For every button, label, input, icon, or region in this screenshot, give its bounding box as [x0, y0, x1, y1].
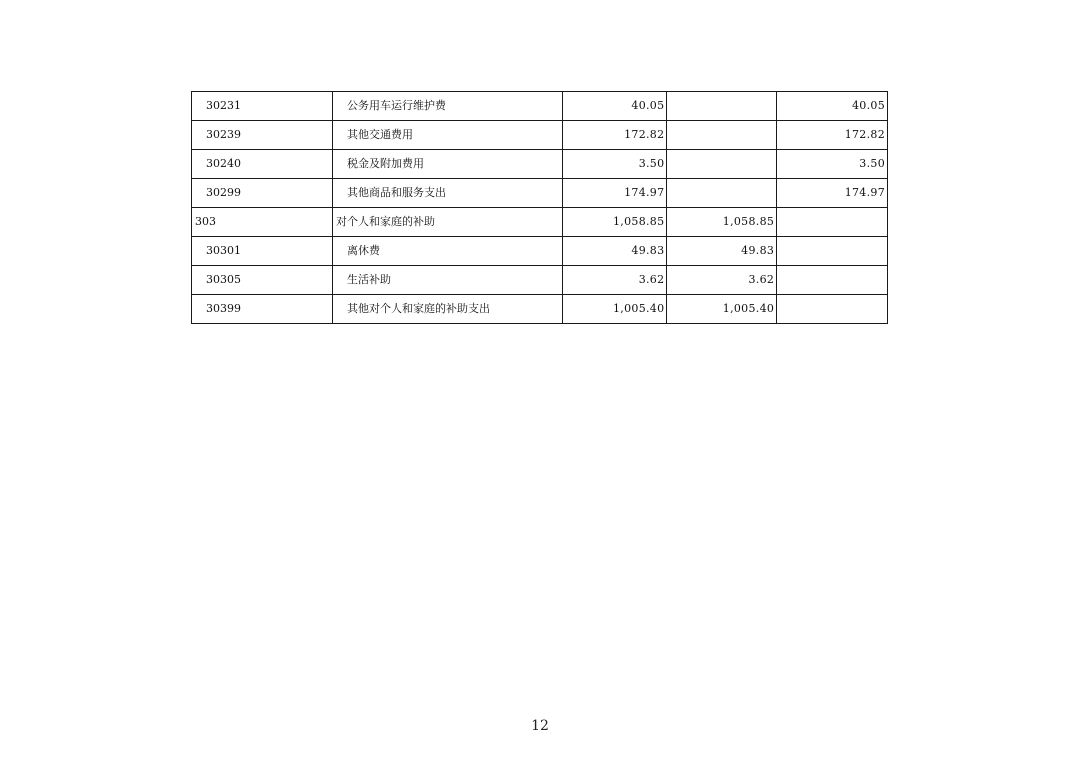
basic-expenditure-cell: 1,005.40 — [667, 295, 777, 324]
item-name-cell: 税金及附加费用 — [333, 150, 563, 179]
economic-code-cell: 303 — [192, 208, 333, 237]
item-name-cell: 生活补助 — [333, 266, 563, 295]
page-number: 12 — [531, 718, 549, 734]
project-expenditure-cell — [777, 266, 888, 295]
economic-code-cell: 30305 — [192, 266, 333, 295]
project-expenditure-cell — [777, 295, 888, 324]
economic-code-cell: 30240 — [192, 150, 333, 179]
expenditure-table — [191, 91, 888, 324]
item-name-cell: 其他交通费用 — [333, 121, 563, 150]
basic-expenditure-cell: 3.62 — [667, 266, 777, 295]
total-amount-cell: 1,058.85 — [562, 208, 667, 237]
total-amount-cell: 174.97 — [562, 179, 667, 208]
table-row — [192, 150, 888, 179]
table-row — [192, 295, 888, 324]
total-amount-cell: 172.82 — [562, 121, 667, 150]
table-row — [192, 266, 888, 295]
economic-code-cell: 30399 — [192, 295, 333, 324]
table-row — [192, 179, 888, 208]
table-row — [192, 121, 888, 150]
economic-code-cell: 30301 — [192, 237, 333, 266]
table-row — [192, 92, 888, 121]
total-amount-cell: 3.62 — [562, 266, 667, 295]
item-name-cell: 公务用车运行维护费 — [333, 92, 563, 121]
total-amount-cell: 40.05 — [562, 92, 667, 121]
basic-expenditure-cell — [667, 150, 777, 179]
table-row-group — [192, 208, 888, 237]
table-row — [192, 237, 888, 266]
project-expenditure-cell — [777, 208, 888, 237]
basic-expenditure-cell — [667, 121, 777, 150]
total-amount-cell: 1,005.40 — [562, 295, 667, 324]
basic-expenditure-cell — [667, 179, 777, 208]
item-name-cell: 其他商品和服务支出 — [333, 179, 563, 208]
economic-code-cell: 30231 — [192, 92, 333, 121]
project-expenditure-cell: 172.82 — [777, 121, 888, 150]
project-expenditure-cell: 174.97 — [777, 179, 888, 208]
item-name-cell: 对个人和家庭的补助 — [333, 208, 563, 237]
economic-code-cell: 30239 — [192, 121, 333, 150]
total-amount-cell: 3.50 — [562, 150, 667, 179]
project-expenditure-cell — [777, 237, 888, 266]
basic-expenditure-cell — [667, 92, 777, 121]
basic-expenditure-cell: 1,058.85 — [667, 208, 777, 237]
project-expenditure-cell: 40.05 — [777, 92, 888, 121]
item-name-cell: 离休费 — [333, 237, 563, 266]
basic-expenditure-cell: 49.83 — [667, 237, 777, 266]
total-amount-cell: 49.83 — [562, 237, 667, 266]
item-name-cell: 其他对个人和家庭的补助支出 — [333, 295, 563, 324]
economic-code-cell: 30299 — [192, 179, 333, 208]
project-expenditure-cell: 3.50 — [777, 150, 888, 179]
